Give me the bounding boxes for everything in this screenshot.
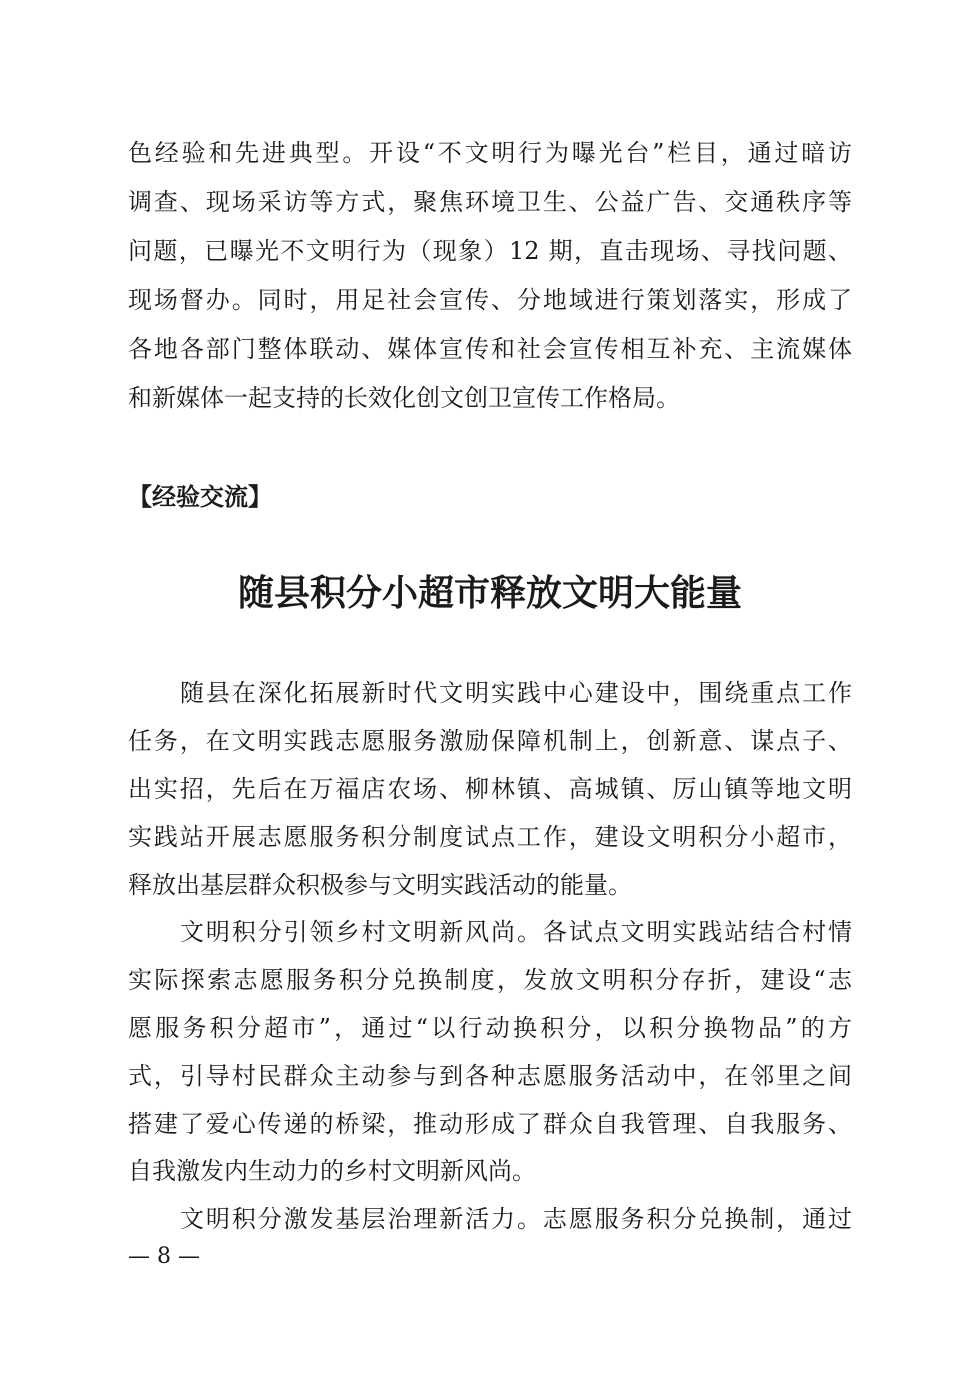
text-line: 任务，在文明实践志愿服务激励保障机制上，创新意、谋点子、 bbox=[128, 727, 852, 755]
text-line: 搭建了爱心传递的桥梁，推动形成了群众自我管理、自我服务、 bbox=[128, 1110, 852, 1138]
text-line: 随县在深化拓展新时代文明实践中心建设中，围绕重点工作 bbox=[180, 679, 852, 707]
section-tag: 【经验交流】 bbox=[128, 483, 272, 511]
text-line: 文明积分激发基层治理新活力。志愿服务积分兑换制，通过 bbox=[180, 1205, 852, 1233]
text-line: 实际探索志愿服务积分兑换制度，发放文明积分存折，建设“志 bbox=[128, 966, 852, 994]
text-line: 愿服务积分超市”，通过“以行动换积分，以积分换物品”的方 bbox=[128, 1014, 852, 1042]
text-line: 文明积分引领乡村文明新风尚。各试点文明实践站结合村情 bbox=[180, 918, 852, 946]
text-line: 出实招，先后在万福店农场、柳林镇、高城镇、厉山镇等地文明 bbox=[128, 775, 852, 803]
article-title: 随县积分小超市释放文明大能量 bbox=[237, 572, 742, 614]
text-line: 式，引导村民群众主动参与到各种志愿服务活动中，在邻里之间 bbox=[128, 1062, 852, 1090]
text-line: 和新媒体一起支持的长效化创文创卫宣传工作格局。 bbox=[128, 384, 680, 412]
text-line: 实践站开展志愿服务积分制度试点工作，建设文明积分小超市， bbox=[128, 823, 852, 851]
text-line: 调查、现场采访等方式，聚焦环境卫生、公益广告、交通秩序等 bbox=[128, 188, 852, 216]
text-line: 自我激发内生动力的乡村文明新风尚。 bbox=[128, 1157, 536, 1185]
text-line: 问题，已曝光不文明行为（现象）12 期，直击现场、寻找问题、 bbox=[128, 237, 852, 265]
text-line: 各地各部门整体联动、媒体宣传和社会宣传相互补充、主流媒体 bbox=[128, 335, 852, 363]
text-line: 现场督办。同时，用足社会宣传、分地域进行策划落实，形成了 bbox=[128, 286, 852, 314]
text-line: 色经验和先进典型。开设“不文明行为曝光台”栏目，通过暗访 bbox=[128, 139, 852, 167]
text-line: 释放出基层群众积极参与文明实践活动的能量。 bbox=[128, 871, 632, 899]
page-number: — 8 — bbox=[128, 1244, 200, 1269]
